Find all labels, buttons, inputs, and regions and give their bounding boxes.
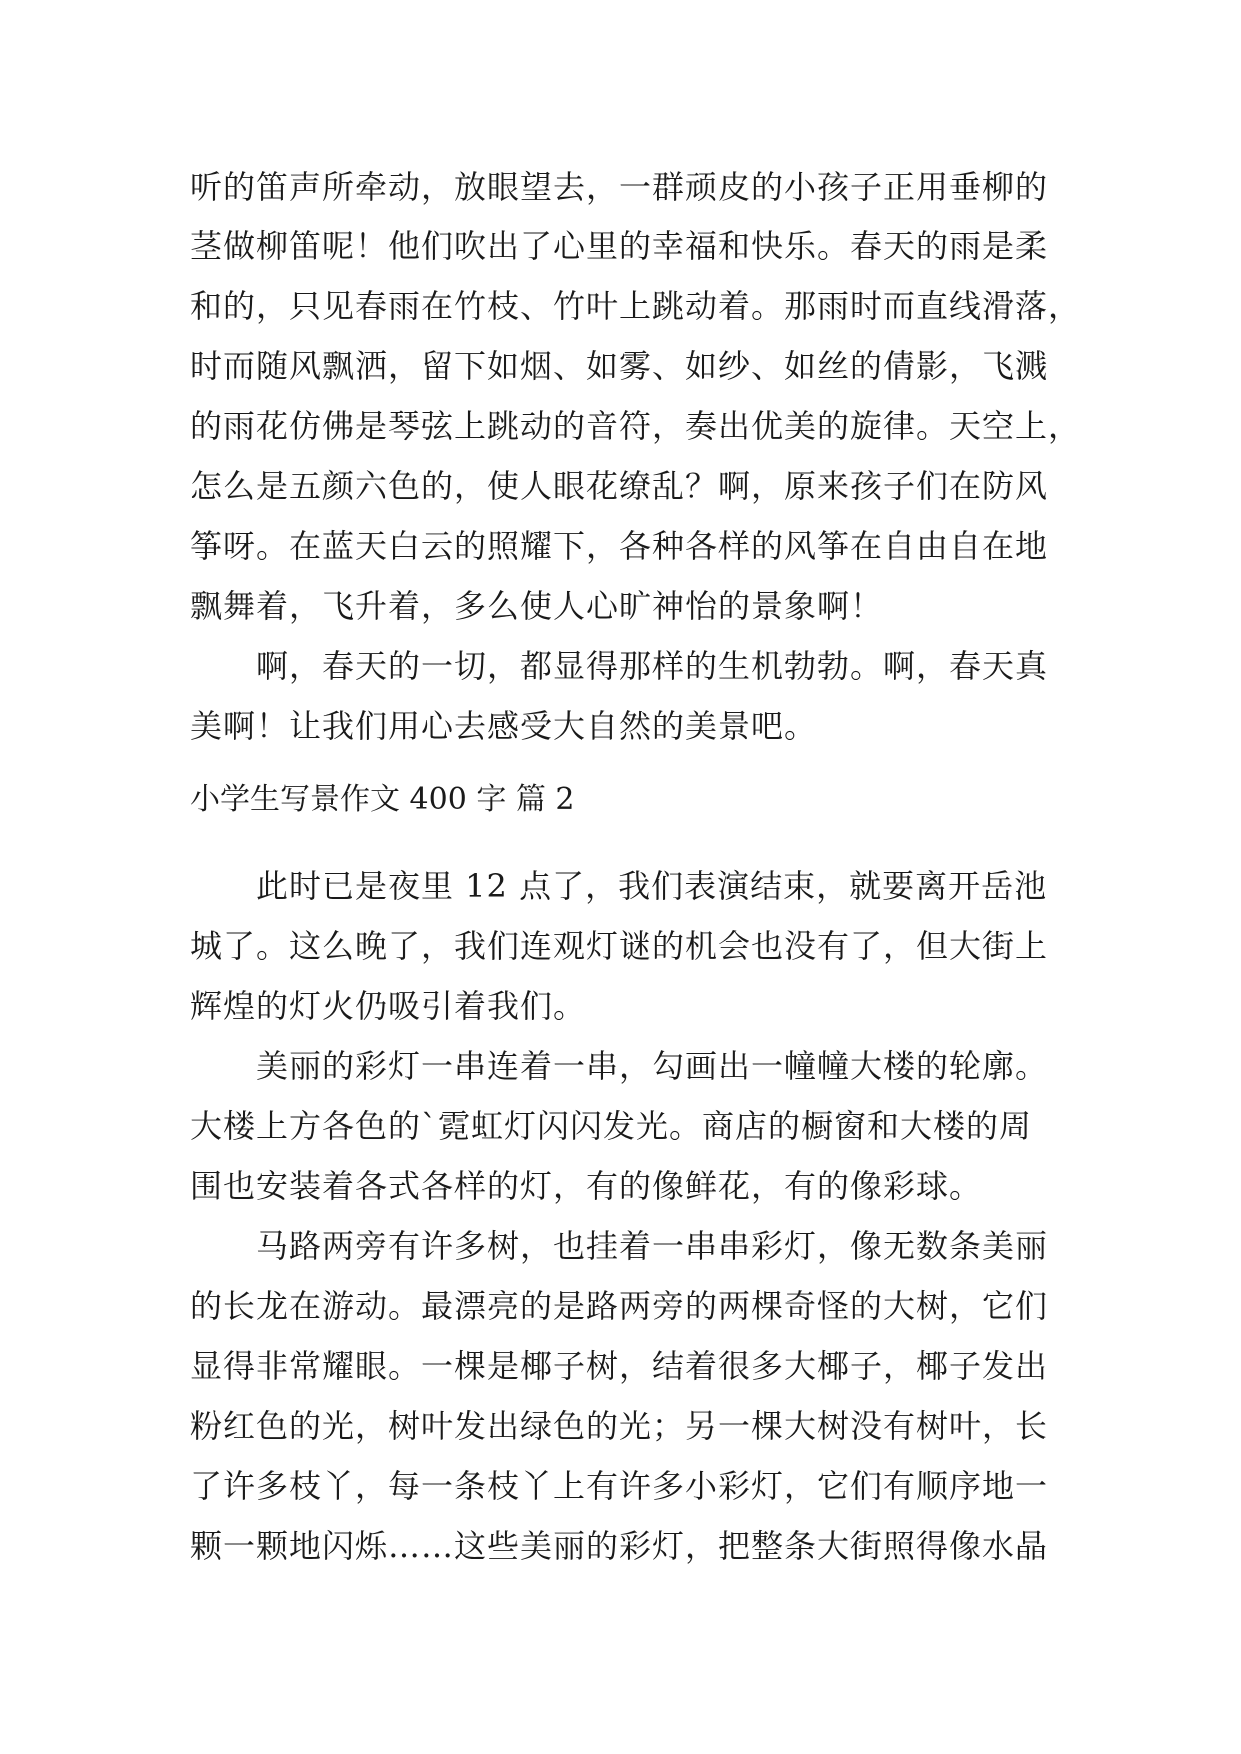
text-line: 粉红色的光，树叶发出绿色的光；另一棵大树没有树叶，长 [190,1407,1049,1445]
text-line: 辉煌的灯火仍吸引着我们。 [190,987,587,1025]
text-line: 此时已是夜里 12 点了，我们表演结束，就要离开岳池 [190,867,1048,905]
text-line: 颗一颗地闪烁……这些美丽的彩灯，把整条大街照得像水晶 [190,1527,1049,1565]
text-line: 筝呀。在蓝天白云的照耀下，各种各样的风筝在自由自在地 [190,527,1049,565]
text-line: 听的笛声所牵动，放眼望去，一群顽皮的小孩子正用垂柳的 [190,168,1049,206]
text-line: 时而随风飘洒，留下如烟、如雾、如纱、如丝的倩影，飞溅 [190,347,1049,385]
text-line: 的雨花仿佛是琴弦上跳动的音符，奏出优美的旋律。天空上， [190,407,1082,445]
text-line: 怎么是五颜六色的，使人眼花缭乱？啊，原来孩子们在防风 [190,467,1049,505]
text-line: 茎做柳笛呢！他们吹出了心里的幸福和快乐。春天的雨是柔 [190,227,1049,265]
text-line: 大楼上方各色的`霓虹灯闪闪发光。商店的橱窗和大楼的周 [190,1107,1033,1145]
text-line: 和的，只见春雨在竹枝、竹叶上跳动着。那雨时而直线滑落， [190,287,1082,325]
text-line: 美啊！让我们用心去感受大自然的美景吧。 [190,707,818,745]
text-line: 马路两旁有许多树，也挂着一串串彩灯，像无数条美丽 [190,1227,1049,1265]
text-line: 的长龙在游动。最漂亮的是路两旁的两棵奇怪的大树，它们 [190,1287,1049,1325]
text-line: 显得非常耀眼。一棵是椰子树，结着很多大椰子，椰子发出 [190,1347,1049,1385]
text-line: 美丽的彩灯一串连着一串，勾画出一幢幢大楼的轮廓。 [190,1047,1049,1085]
text-line: 围也安装着各式各样的灯，有的像鲜花，有的像彩球。 [190,1167,983,1205]
text-line: 了许多枝丫，每一条枝丫上有许多小彩灯，它们有顺序地一 [190,1467,1049,1505]
text-line: 啊，春天的一切，都显得那样的生机勃勃。啊，春天真 [190,647,1049,685]
section-2-title: 小学生写景作文 400 字 篇 2 [190,782,575,817]
text-line: 飘舞着，飞升着，多么使人心旷神怡的景象啊！ [190,587,884,625]
text-line: 城了。这么晚了，我们连观灯谜的机会也没有了，但大街上 [190,927,1049,965]
